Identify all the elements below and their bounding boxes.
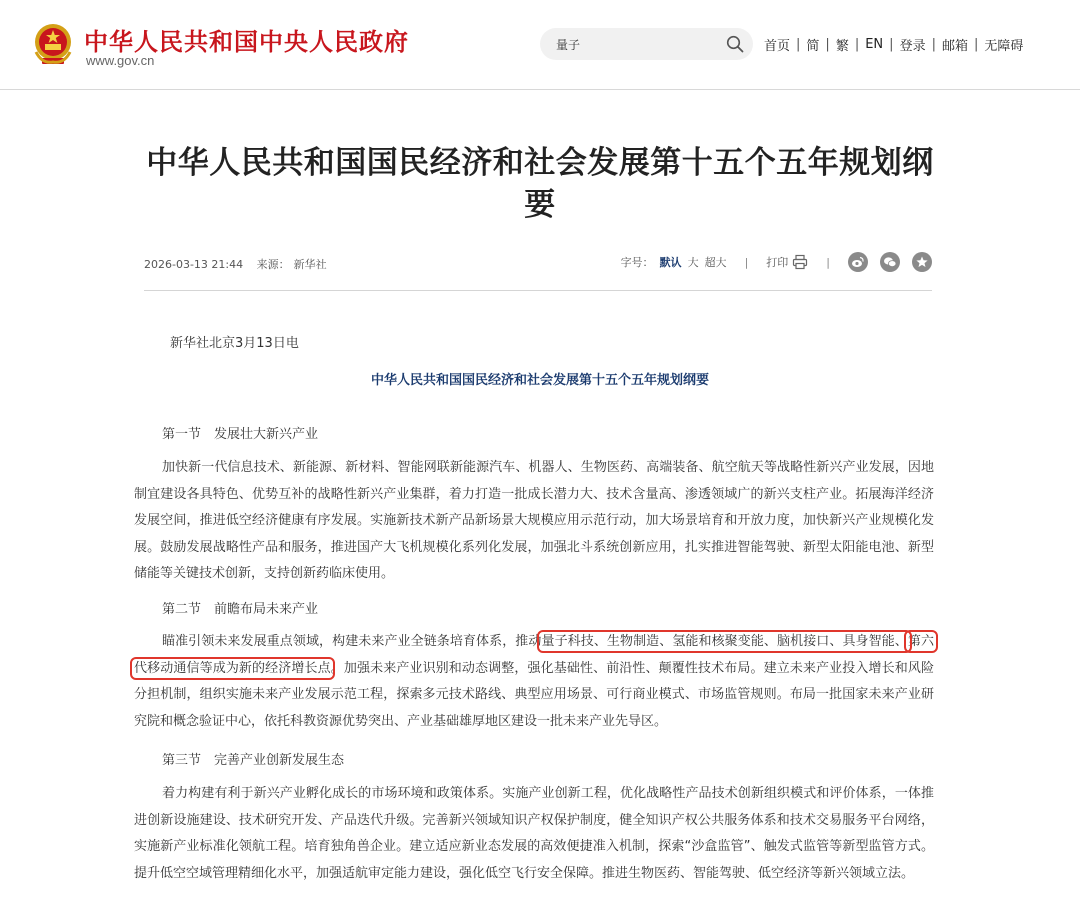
nav-separator: | [796,37,801,52]
nav-separator: | [889,37,894,52]
section-2-body [134,629,934,735]
search-box[interactable] [540,28,753,60]
meta-divider [144,290,932,291]
section-1-heading: 第一节 发展壮大新兴产业 [162,427,319,442]
font-size-label: 字号： [620,256,654,269]
meta-info [144,256,337,272]
article-title: 中华人民共和国国民经济和社会发展第十五个五年规划纲要 [146,145,934,223]
font-size-default[interactable]: 默认 [659,256,682,269]
nav-traditional[interactable]: 繁 [835,39,849,54]
nav-login[interactable]: 登录 [899,39,926,54]
national-emblem-icon[interactable] [32,22,74,68]
favorite-icon[interactable] [912,252,932,272]
meta-separator: | [744,255,749,269]
search-icon[interactable] [726,35,744,53]
meta-separator: | [826,255,830,269]
site-url: www.gov.cn [86,53,155,68]
site-name[interactable]: 中华人民共和国中央人民政府 [84,28,409,56]
section-2-text-before: 瞄准引领未来发展重点领域，构建未来产业全链条培育体系，推动 [162,634,542,649]
publish-datetime: 2026-03-13 21:44 [144,258,244,271]
nav-separator: | [973,37,979,52]
nav-accessibility[interactable]: 无障碍 [984,39,1024,54]
nav-english[interactable]: EN [865,37,884,52]
nav-separator: | [854,37,860,52]
highlight-line-1: 量子科技、生物制造、氢能和核聚变能、脑机接口、具身智能、 [541,634,908,649]
source-label: 来源： [256,258,290,271]
section-2-heading: 第二节 前瞻布局未来产业 [162,602,319,617]
source-name: 新华社 [293,258,327,271]
print-label: 打印 [766,256,789,269]
wechat-icon[interactable] [880,252,900,272]
top-nav [764,35,1023,54]
section-3-body: 着力构建有利于新兴产业孵化成长的市场环境和政策体系。实施产业创新工程，优化战略性产品技术创新组织模式和评价体系，一体推进创新设施建设、技术研究开发、产品迭代升级。完善新兴领域知识产权保护制度，健全知识产权公共服务体系和技术交易服务平台网络，实施新产业标准化领航工程。培育独角兽企业。建立适应新业态发展的高效便捷准入机制，探索“沙盒监管”、触发式监管等新型监管方式。提升低空空域管理精细化水平，加强适航审定能力建设，强化低空飞行安全保障。推进生物医药、智能驾驶、低空经济等新兴领域立法。 [134,786,934,881]
weibo-icon[interactable] [848,252,868,272]
nav-simplified[interactable]: 简 [806,39,820,54]
nav-home[interactable]: 首页 [764,39,791,54]
section-1-body: 加快新一代信息技术、新能源、新材料、智能网联新能源汽车、机器人、生物医药、高端装备、航空航天等战略性新兴产业发展，因地制宜建设各具特色、优势互补的战略性新兴产业集群，着力打造一批成长潜力大、技术含量高、渗透领域广的新兴支柱产业。拓展海洋经济发展空间，推进低空经济健康有序发展。实施新技术新产品新场景大规模应用示范行动，加大场景培育和开放力度，加快新兴产业规模化发展。鼓励发展战略性产品和服务，推进国产大飞机规模化系列化发展，加强北斗系统创新应用，扎实推进智能驾驶、新型太阳能电池、新型储能等关键技术创新，支持创新药临床使用。 [134,460,934,582]
nav-separator: | [825,37,830,52]
print-icon [792,254,808,270]
section-2-text-after: 。加强未来产业识别和动态调整，强化基础性、前沿性、颠覆性技术布局。建立未来产业投入增长和风险分担机制，组织实施未来产业发展示范工程，探索多元技术路线、典型应用场景、可行商业模式、市场监管规则。布局一批国家未来产业研究院和概念验证中心，依托科教资源优势突出、产业基础雄厚地区建设一批未来产业先导区。 [134,660,934,729]
nav-mailbox[interactable]: 邮箱 [941,39,968,54]
font-size-xlarge[interactable]: 超大 [704,256,727,269]
site-header [0,0,1080,90]
article-meta [144,256,932,274]
font-size-large[interactable]: 大 [687,256,699,269]
search-input[interactable] [556,34,716,54]
dateline: 新华社北京3月13日电 [170,336,299,351]
nav-separator: | [931,37,936,52]
article-subtitle: 中华人民共和国国民经济和社会发展第十五个五年规划纲要 [370,373,709,388]
print-button[interactable] [766,254,808,270]
meta-tools [621,252,932,272]
section-3-heading: 第三节 完善产业创新发展生态 [162,753,345,768]
highlight-line-2: 第六代移动通信等成为新的经济增长点 [134,634,934,676]
